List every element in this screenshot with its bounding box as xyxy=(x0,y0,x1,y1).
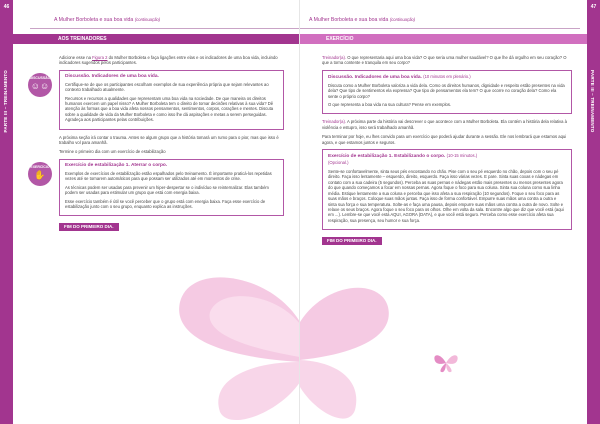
side-label-right: PARTE III – TREINAMENTO xyxy=(590,70,595,133)
exercise-box xyxy=(30,159,284,216)
running-title-right xyxy=(309,17,415,23)
left-side-strip xyxy=(0,0,13,424)
butterfly-illustration-right xyxy=(300,262,415,424)
exercise-icon: EXERCÍCIO ✋ xyxy=(28,162,52,186)
discussion-box xyxy=(29,70,284,130)
discussion-icon: DISCUSSÃO ☺☺ xyxy=(28,73,52,97)
header-rule-right xyxy=(300,28,580,29)
running-title-text: A Mulher Borboleta e sua boa vida xyxy=(309,17,389,23)
running-title-left xyxy=(54,17,160,23)
exercise-title: Exercício de estabilização 1. Aterrar o corpo. xyxy=(65,162,168,168)
header-rule-left xyxy=(30,28,300,29)
running-title-cont: (continuação) xyxy=(134,17,161,22)
discussion-paragraph-2: Recursos e recursos a qualidades que representam uma boa vida na sociedade. De que maneira os direitos humanos exercem um papel nisso? A Mulher Borboleta tem o direito de tomar decisões relativas à sua vida? Dê atenção às formas que a boa vida afeta nossos pensamentos, sentimentos, corpos, corações e mentes. Discuta sobre a qualidade de vida da Mulher Borboleta e como isso lhe dá aspirações e metas a serem perseguidas. Agradeça aos participantes pelas contribuições. xyxy=(65,95,274,123)
exercise-box-right xyxy=(322,149,572,230)
exercise-paragraph-1: Exemplos de exercícios de estabilização estão espalhados pelo treinamento. É importante praticá-los repetidas vezes até se tornarem automáticos para que possam ser utilizados até em momentos de crise. xyxy=(65,170,272,182)
paragraph-end-day: Termine o primeiro dia com um exercício de estabilização xyxy=(59,149,166,155)
discussion-paragraph-1: Certifique-se de que os participantes escolham exemplos de sua experiência própria que sejam relevantes ao contexto trabalhado atualmente. xyxy=(65,81,269,93)
page-number-right: 47 xyxy=(590,4,597,10)
end-of-day-label-right: FIM DO PRIMEIRO DIA. xyxy=(322,237,382,244)
right-content xyxy=(322,55,572,245)
small-butterfly-illustration xyxy=(432,352,460,374)
side-label-left: PARTE III – TREINAMENTO xyxy=(3,70,8,133)
section-bar-left: AOS TREINADORES xyxy=(13,34,300,44)
discussion-title: Discussão. Indicadores de uma boa vida. xyxy=(65,73,159,79)
exercise-paragraph-2: As técnicas podem ser usadas para prevenir um hiper-despertar se o indivíduo se reinternalizar. Elas também podem ser usadas para estimular um grupo que está com energia baixa. xyxy=(65,184,269,196)
left-content xyxy=(29,55,284,231)
page-number-left: 46 xyxy=(3,4,10,10)
butterfly-illustration-left xyxy=(150,262,300,424)
exercise-paragraph-3: Esse exercício também é útil se você perceber que o grupo está com energia baixa. Faça esse exercício de estabilização junto com o seu grupo, enquanto explica as instruções. xyxy=(65,198,266,209)
paragraph-next-section: A próxima seção irá contar o trauma. Antes se algum grupo que a história tomará um rumo para o pior, mas que isso é trabalho vol para amanhã. xyxy=(59,134,279,146)
exercise-text-right: Sente-se confortavelmente, sinta seus pés encostando no chão. Pise com o seu pé esquerdo no chão, depois com o seu pé direito. Faça isso lentamente – esquerdo, direito, esquerdo. Faça isso várias vezes. E pare. Sinta suas coxas e nádegas em contato com a sua cadeira (5 segundos). Perceba as suas pernas e nádegas estão mais presentes ou menos presentes agora do que quando começamos a focar em nossas pernas. Agora foque o foco para sua coluna. Sinta sua coluna como sua linha média. Estique lentamente a sua coluna e perceba que isso afeta a sua respiração (10 segundos). Foque o seu foco para as suas mãos e braços. Coloque suas mãos juntas. Faça isso de forma confortável. Empurre suas mãos uma contra a outra e sinta sua força e sua temperatura. Solte-as e faça uma pausa, depois empurre suas mãos uma contra a outra de novo. Solte e relaxe os seus braços. Agora foque o seu foco para os olhos. Olhe em volta da sala. Encontre algo que diz que você está (aqui em ...). Lembre-se que você está AQUI, AGORA (DATA), e que você está seguro. Perceba como esse exercício afeta sua respiração, sua presença, seu humor e sua força. xyxy=(328,169,564,223)
running-title-text: A Mulher Borboleta e sua boa vida xyxy=(54,17,134,23)
discussion-box-right xyxy=(322,70,572,115)
figure-link[interactable]: Figura 2 xyxy=(92,55,108,60)
closing-paragraph: Para terminar por hoje, eu lhes convido para um exercício que poderá ajudar durante a sessão. Ele nos lembrará que estamos aqui agora, e que estamos juntos e seguros. xyxy=(322,134,567,145)
discussion-title-right: Discussão. Indicadores de uma boa vida. (10 minutos em plenário.) xyxy=(328,73,471,80)
right-page xyxy=(300,0,600,424)
discussion-question-right: O que representa a boa vida na sua cultura? Pense em exemplos. xyxy=(328,102,452,108)
trainer-question-1: Treinador(a). O que representaria aqui uma boa vida? O que seria uma mulher saudável? O que lhe dá orgulho em seu coração? O que a torna contente e tranquila em seu corpo? xyxy=(322,55,567,66)
end-of-day-label-left: FIM DO PRIMEIRO DIA. xyxy=(59,223,119,230)
trainer-question-2: Treinador(a). A próxima parte da história vai descrever o que acontece com a Mulher Borboleta. Ela contém a história dela relativa à violência e estupro, isso será trabalhado amanhã. xyxy=(322,119,567,130)
running-title-cont: (continuação) xyxy=(389,17,416,22)
exercise-title-right: Exercício de estabilização 1. Estabilizando o corpo. (10-15 minutos.) (Opcional.) xyxy=(328,153,478,166)
section-bar-right: EXERCÍCIO xyxy=(300,34,587,44)
intro-paragraph: Adicione esse na Figura 2 do Mulher Borboleta e faça ligações entre elas e os indicadores de uma boa vida, incluindo indicadores sugeridos pelos participantes. xyxy=(59,55,278,66)
discussion-paragraph-right: Discuta como a Mulher Borboleta valoriza a vida dela. Como os direitos humanos, dignidade e respeito estão presentes na vida dela? Que tipo de sentimentos ela expressa? Que tipo de pensamentos ela tem? O que ocorre no coração dela? Como ela sente o próprio corpo? xyxy=(328,82,565,99)
right-side-strip xyxy=(587,0,600,424)
